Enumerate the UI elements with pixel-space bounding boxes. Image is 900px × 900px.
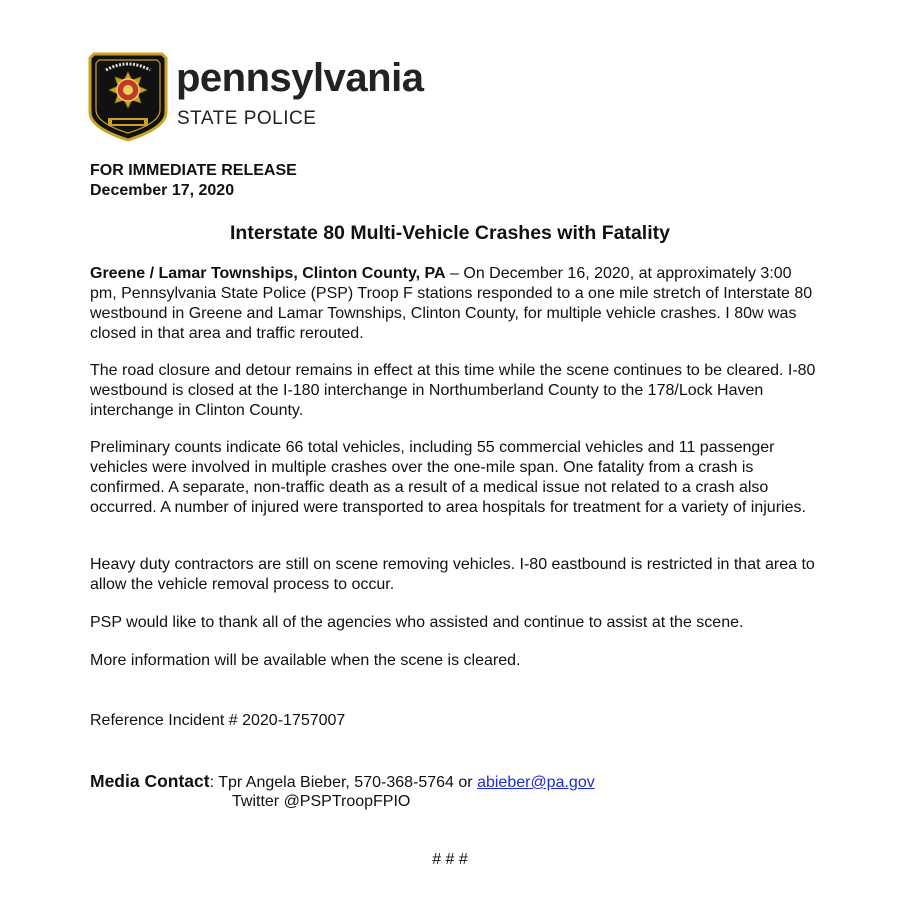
media-contact — [90, 771, 595, 793]
release-block — [90, 161, 297, 201]
wordmark-pennsylvania: pennsylvania — [176, 56, 424, 100]
paragraph-1-text: – On December 16, 2020, at approximately 3:00 pm, Pennsylvania State Police (PSP) Troop F stations responded to a one mile stretch of Interstate 80 westbound in Greene and Lamar Townships, Clinton County, for multiple vehicle crashes. I 80w was closed in that area and traffic rerouted. — [90, 265, 813, 342]
release-date: December 17, 2020 — [90, 182, 235, 199]
wordmark-state-police: STATE POLICE — [177, 108, 317, 129]
psp-trooper-badge-icon — [86, 50, 170, 142]
paragraph-3: Preliminary counts indicate 66 total vehicles, including 55 commercial vehicles and 11 passenger vehicles were involved in multiple crashes over the one-mile span. One fatality from a crash is confirmed. A separate, non-traffic death as a result of a medical issue not related to a crash also occurred. A number of injured were transported to area hospitals for treatment for a variety of injuries. — [90, 439, 806, 516]
end-mark: # # # — [432, 851, 468, 868]
email-link[interactable]: abieber@pa.gov — [477, 774, 595, 791]
release-label: FOR IMMEDIATE RELEASE — [90, 162, 297, 179]
media-contact-label: Media Contact — [90, 771, 210, 791]
paragraph-5: PSP would like to thank all of the agencies who assisted and continue to assist at the scene. — [90, 614, 744, 631]
media-contact-text: : Tpr Angela Bieber, 570-368-5764 or — [209, 774, 478, 791]
dateline: Greene / Lamar Townships, Clinton County, PA — [90, 265, 446, 282]
paragraph-4: Heavy duty contractors are still on scene removing vehicles. I-80 eastbound is restricted in that area to allow the vehicle removal process to occur. — [90, 556, 815, 593]
press-release-title: Interstate 80 Multi-Vehicle Crashes with Fatality — [230, 222, 670, 244]
reference-incident: Reference Incident # 2020-1757007 — [90, 712, 346, 729]
paragraph-6: More information will be available when the scene is cleared. — [90, 652, 521, 669]
paragraph-2: The road closure and detour remains in effect at this time while the scene continues to be cleared. I-80 westbound is closed at the I-180 interchange in Northumberland County to the 178/Lock Haven interchange in Clinton County. — [90, 362, 816, 419]
twitter-handle: Twitter @PSPTroopFPIO — [232, 793, 411, 810]
paragraph-1 — [90, 264, 820, 344]
